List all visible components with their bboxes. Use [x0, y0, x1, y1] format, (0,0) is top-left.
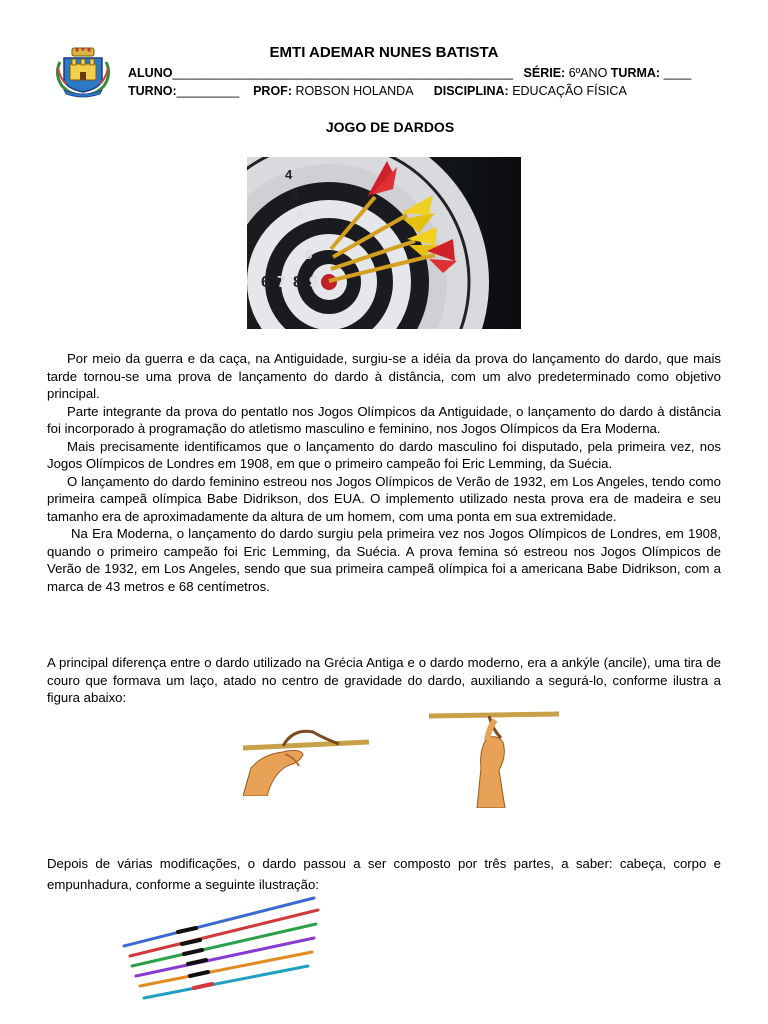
board-number: 7	[301, 227, 309, 242]
dartboard-photo	[247, 157, 521, 329]
paragraph-6: A principal diferença entre o dardo utilizado na Grécia Antiga e o dardo moderno, era a ankýle (ancile), uma tira de couro que formava um laço, atado no centro de gravidade do dardo, auxiliando a segurá-lo, conforme ilustra a figura abaixo:	[47, 655, 721, 705]
header-row-1	[128, 66, 691, 80]
javelins-illustration	[118, 894, 324, 1006]
turma-blank: ____	[663, 66, 692, 80]
board-number: 6	[261, 274, 270, 291]
paragraph-3: Mais precisamente identificamos que o lançamento do dardo masculino foi disputado, pela primeira vez, nos Jogos Olímpicos de Londres em 1908, em que o primeiro campeão foi Eric Lemming, da Suécia.	[47, 438, 721, 471]
paragraph-5: Na Era Moderna, o lançamento do dardo surgiu pela primeira vez nos Jogos Olímpicos de Londres, em 1908, quando o primeiro campeão foi Eric Lemming, da Suécia. A prova femina só estreou nos Jogos Olímpicos de Verão de 1932, em Los Angeles, sendo que sua primeira campeã olímpica foi a americana Babe Didrikson, com a marca de 43 metros e 68 centímetros.	[47, 526, 721, 594]
paragraph-1: Por meio da guerra e da caça, na Antiguidade, surgiu-se a idéia da prova do lançamento do dardo, que mais tarde tornou-se uma prova de lançamento do dardo à distância, com um alvo predeterminado como objetivo principal.	[47, 351, 721, 401]
aluno-label: ALUNO	[128, 66, 173, 80]
turno-label: TURNO:	[128, 84, 177, 98]
school-name: EMTI ADEMAR NUNES BATISTA	[269, 44, 499, 61]
ankyle-grip-image-1	[243, 718, 371, 796]
header-row-2	[128, 84, 627, 98]
serie-label: SÉRIE:	[523, 66, 566, 80]
board-number: 8	[293, 274, 302, 291]
paragraph-7: Depois de várias modificações, o dardo passou a ser composto por três partes, a saber: cabeça, corpo e empunhadura, conforme a seguinte ilustração:	[47, 856, 721, 892]
prof-value: ROBSON HOLANDA	[295, 84, 413, 98]
turno-blank: _________	[176, 84, 240, 98]
body-text	[47, 350, 721, 595]
board-number: 7	[277, 274, 286, 291]
board-number: 8	[305, 247, 313, 262]
disciplina-label: DISCIPLINA:	[433, 84, 509, 98]
aluno-blank: _________________________________________________	[172, 66, 514, 80]
ankyle-grip-image-2	[429, 708, 559, 808]
board-number: 4	[285, 167, 293, 182]
serie-value: 6ºANO	[568, 66, 608, 80]
disciplina-value: EDUCAÇÃO FÍSICA	[512, 84, 627, 98]
board-number: 6	[297, 207, 305, 222]
paragraph-4: O lançamento do dardo feminino estreou nos Jogos Olímpicos de Verão de 1932, em Los Angeles, tendo como primeira campeã olímpica Babe Didrikson, dos EUA. O implemento utilizado nesta prova era de madeira e seu tamanho era de aproximadamente da altura de um homem, com uma ponta em sua extremidade.	[47, 473, 721, 524]
paragraph-2: Parte integrante da prova do pentatlo nos Jogos Olímpicos da Antiguidade, o lançamento do dardo à distância foi incorporado à programação do atletismo masculino e feminino, nos Jogos Olímpicos da Era Moderna.	[47, 403, 721, 436]
board-number: 9	[309, 274, 318, 291]
document-title: JOGO DE DARDOS	[325, 119, 455, 135]
turma-label: TURMA:	[610, 66, 661, 80]
board-number: 5	[291, 187, 299, 202]
prof-label: PROF:	[253, 84, 292, 98]
